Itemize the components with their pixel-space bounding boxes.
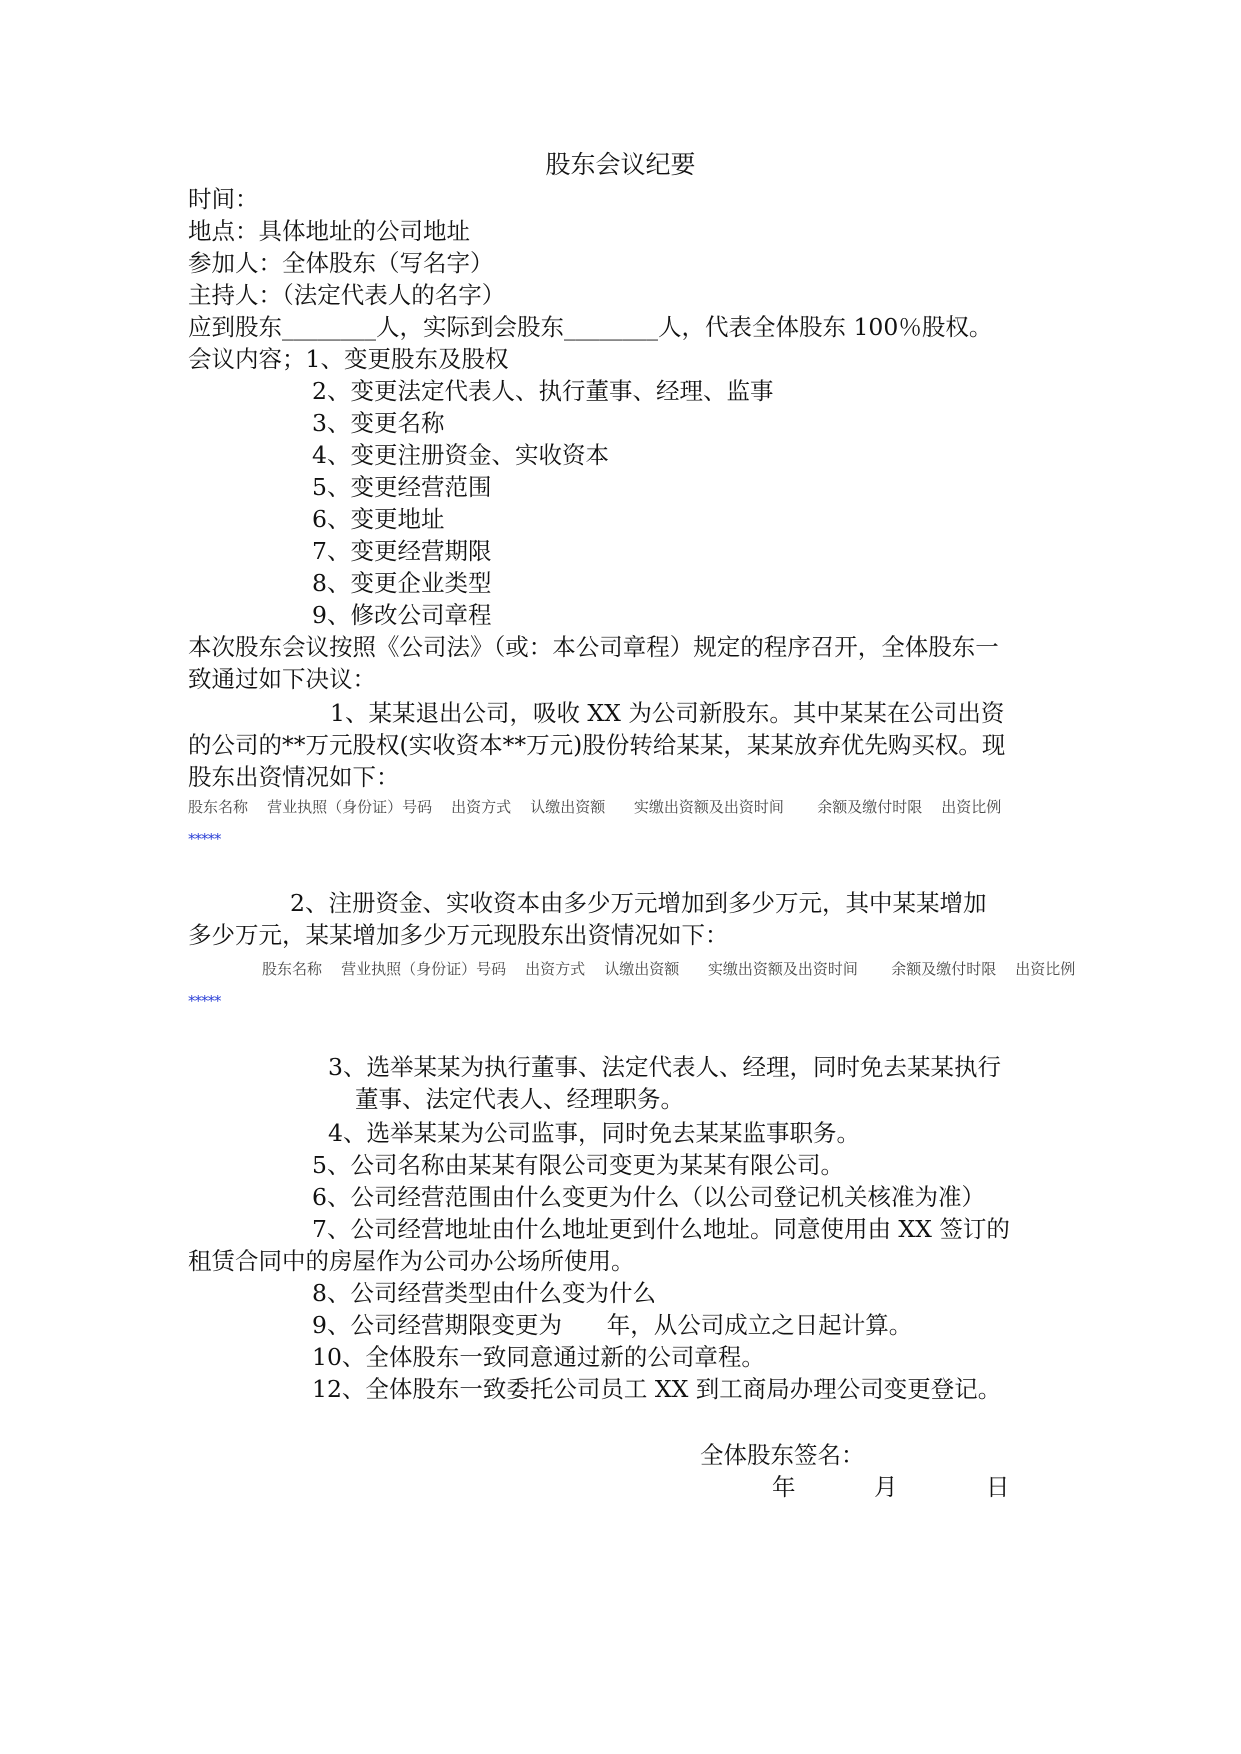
- agenda-item: 8、变更企业类型: [312, 569, 492, 597]
- resolution-5: 5、公司名称由某某有限公司变更为某某有限公司。: [312, 1151, 844, 1179]
- resolution-3-line: 董事、法定代表人、经理职务。: [355, 1085, 684, 1113]
- resolution-7-line: 7、公司经营地址由什么地址更到什么地址。同意使用由 XX 签订的: [312, 1215, 1010, 1243]
- resolution-12: 12、全体股东一致委托公司员工 XX 到工商局办理公司变更登记。: [312, 1375, 1002, 1403]
- resolution-1-line: 股东出资情况如下：: [188, 763, 400, 791]
- resolution-1-line: 的公司的**万元股权(实收资本**万元)股份转给某某，某某放弃优先购买权。现: [188, 731, 1006, 759]
- agenda-item: 2、变更法定代表人、执行董事、经理、监事: [312, 377, 774, 405]
- resolution-2-line: 多少万元，某某增加多少万元现股东出资情况如下：: [188, 921, 729, 949]
- document-title: 股东会议纪要: [545, 150, 696, 179]
- meeting-host: 主持人：（法定代表人的名字）: [188, 281, 506, 309]
- resolution-6: 6、公司经营范围由什么变更为什么（以公司登记机关核准为准）: [312, 1183, 985, 1211]
- signature-label: 全体股东签名：: [700, 1441, 865, 1469]
- meeting-place: 地点：具体地址的公司地址: [188, 217, 470, 245]
- agenda-item: 7、变更经营期限: [312, 537, 492, 565]
- shareholder-table-header: 股东名称 营业执照（身份证）号码 出资方式 认缴出资额 实缴出资额及出资时间 余额及缴付时限 出资比例: [188, 798, 1002, 816]
- resolution-10: 10、全体股东一致同意通过新的公司章程。: [312, 1343, 765, 1371]
- resolution-9: 9、公司经营期限变更为 年，从公司成立之日起计算。: [312, 1311, 913, 1339]
- resolution-4: 4、选举某某为公司监事，同时免去某某监事职务。: [328, 1119, 860, 1147]
- table-placeholder-stars: *****: [188, 830, 221, 848]
- date-year-label: 年: [772, 1473, 796, 1501]
- resolution-1-line: 1、某某退出公司，吸收 XX 为公司新股东。其中某某在公司出资: [330, 699, 1005, 727]
- intro-paragraph-line: 本次股东会议按照《公司法》（或：本公司章程）规定的程序召开，全体股东一: [188, 633, 999, 661]
- agenda-item: 3、变更名称: [312, 409, 445, 437]
- resolution-3-line: 3、选举某某为执行董事、法定代表人、经理，同时免去某某执行: [328, 1053, 1001, 1081]
- date-day-label: 日: [986, 1473, 1010, 1501]
- agenda-item: 5、变更经营范围: [312, 473, 492, 501]
- shareholder-table-header: 股东名称 营业执照（身份证）号码 出资方式 认缴出资额 实缴出资额及出资时间 余额及缴付时限 出资比例: [262, 960, 1076, 978]
- resolution-8: 8、公司经营类型由什么变为什么: [312, 1279, 656, 1307]
- meeting-attendees: 参加人：全体股东（写名字）: [188, 249, 494, 277]
- resolution-7-line: 租赁合同中的房屋作为公司办公场所使用。: [188, 1247, 635, 1275]
- resolution-2-line: 2、注册资金、实收资本由多少万元增加到多少万元，其中某某增加: [290, 889, 987, 917]
- table-placeholder-stars: *****: [188, 992, 221, 1010]
- agenda-item: 6、变更地址: [312, 505, 445, 533]
- meeting-time: 时间：: [188, 185, 259, 213]
- agenda-label: 会议内容；1、变更股东及股权: [188, 345, 509, 373]
- agenda-item: 9、修改公司章程: [312, 601, 492, 629]
- attendance-line: 应到股东________人，实际到会股东________人，代表全体股东 100％股权。: [188, 313, 993, 341]
- intro-paragraph-line: 致通过如下决议：: [188, 665, 376, 693]
- agenda-item: 4、变更注册资金、实收资本: [312, 441, 609, 469]
- date-month-label: 月: [874, 1473, 898, 1501]
